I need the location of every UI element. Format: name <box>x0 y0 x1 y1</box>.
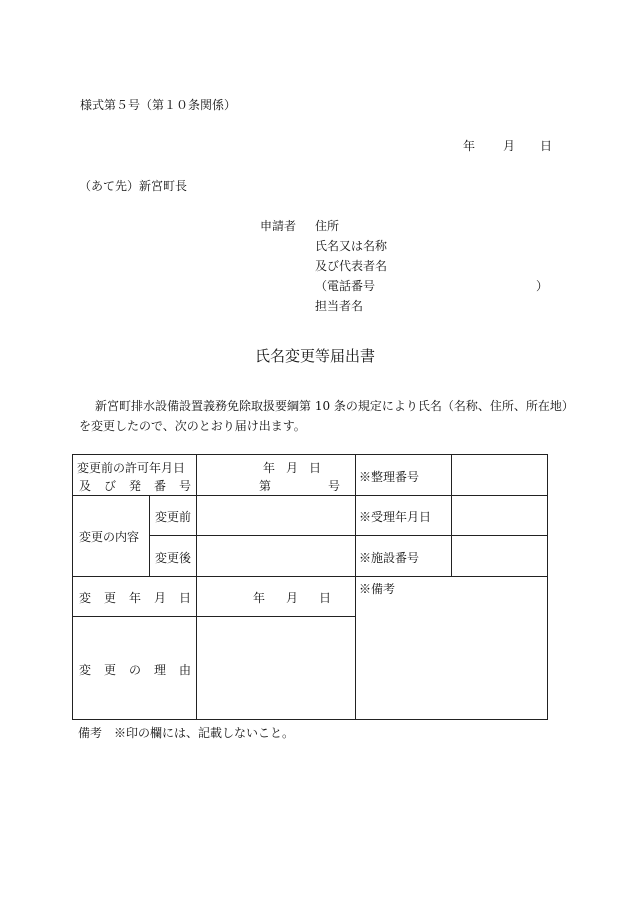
applicant-representative-label: 及び代表者名 <box>315 259 388 273</box>
applicant-name-label: 氏名又は名称 <box>315 239 388 253</box>
change-reason-field[interactable] <box>197 617 354 719</box>
change-date-label: 変 更 年 月 日 <box>79 591 191 605</box>
permit-number-dai: 第 <box>259 479 272 493</box>
applicant-label: 申請者 <box>260 219 297 233</box>
applicant-phone-label: （電話番号 <box>315 279 376 293</box>
notification-table <box>72 454 548 720</box>
before-field[interactable] <box>197 496 354 535</box>
date-month-label: 月 <box>503 139 516 153</box>
permit-date-field[interactable]: 年 月 日 <box>263 461 321 475</box>
applicant-address-label: 住所 <box>315 219 340 233</box>
after-field[interactable] <box>197 536 354 575</box>
permit-date-label: 変更前の許可年月日 <box>77 461 186 475</box>
date-day-label: 日 <box>540 139 553 153</box>
addressee: （あて先）新宮町長 <box>79 179 188 193</box>
ref-number-label: ※整理番号 <box>359 470 420 484</box>
date-year-label: 年 <box>463 139 476 153</box>
page-title: 氏名変更等届出書 <box>254 347 375 365</box>
change-content-label: 変更の内容 <box>79 530 140 544</box>
change-date-field[interactable]: 年 月 日 <box>253 591 331 605</box>
remarks-label: ※備考 <box>359 582 396 596</box>
after-label: 変更後 <box>155 551 192 565</box>
permit-number-label: 及 び 発 番 号 <box>79 479 191 493</box>
form-number: 様式第５号（第１０条関係） <box>80 98 237 112</box>
applicant-contact-label: 担当者名 <box>315 299 364 313</box>
body-text-line-1: 新宮町排水設備設置義務免除取扱要綱第 10 条の規定により氏名（名称、住所、所在地） <box>95 399 574 413</box>
body-text-line-2: を変更したので、次のとおり届け出ます。 <box>79 419 306 433</box>
before-label: 変更前 <box>155 510 192 524</box>
permit-number-go: 号 <box>328 479 341 493</box>
facility-number-label: ※施設番号 <box>359 551 420 565</box>
change-reason-label: 変 更 の 理 由 <box>79 663 191 677</box>
footnote: 備考 ※印の欄には、記載しないこと。 <box>78 726 295 740</box>
received-date-label: ※受理年月日 <box>359 510 432 524</box>
applicant-phone-close: ） <box>536 279 549 293</box>
